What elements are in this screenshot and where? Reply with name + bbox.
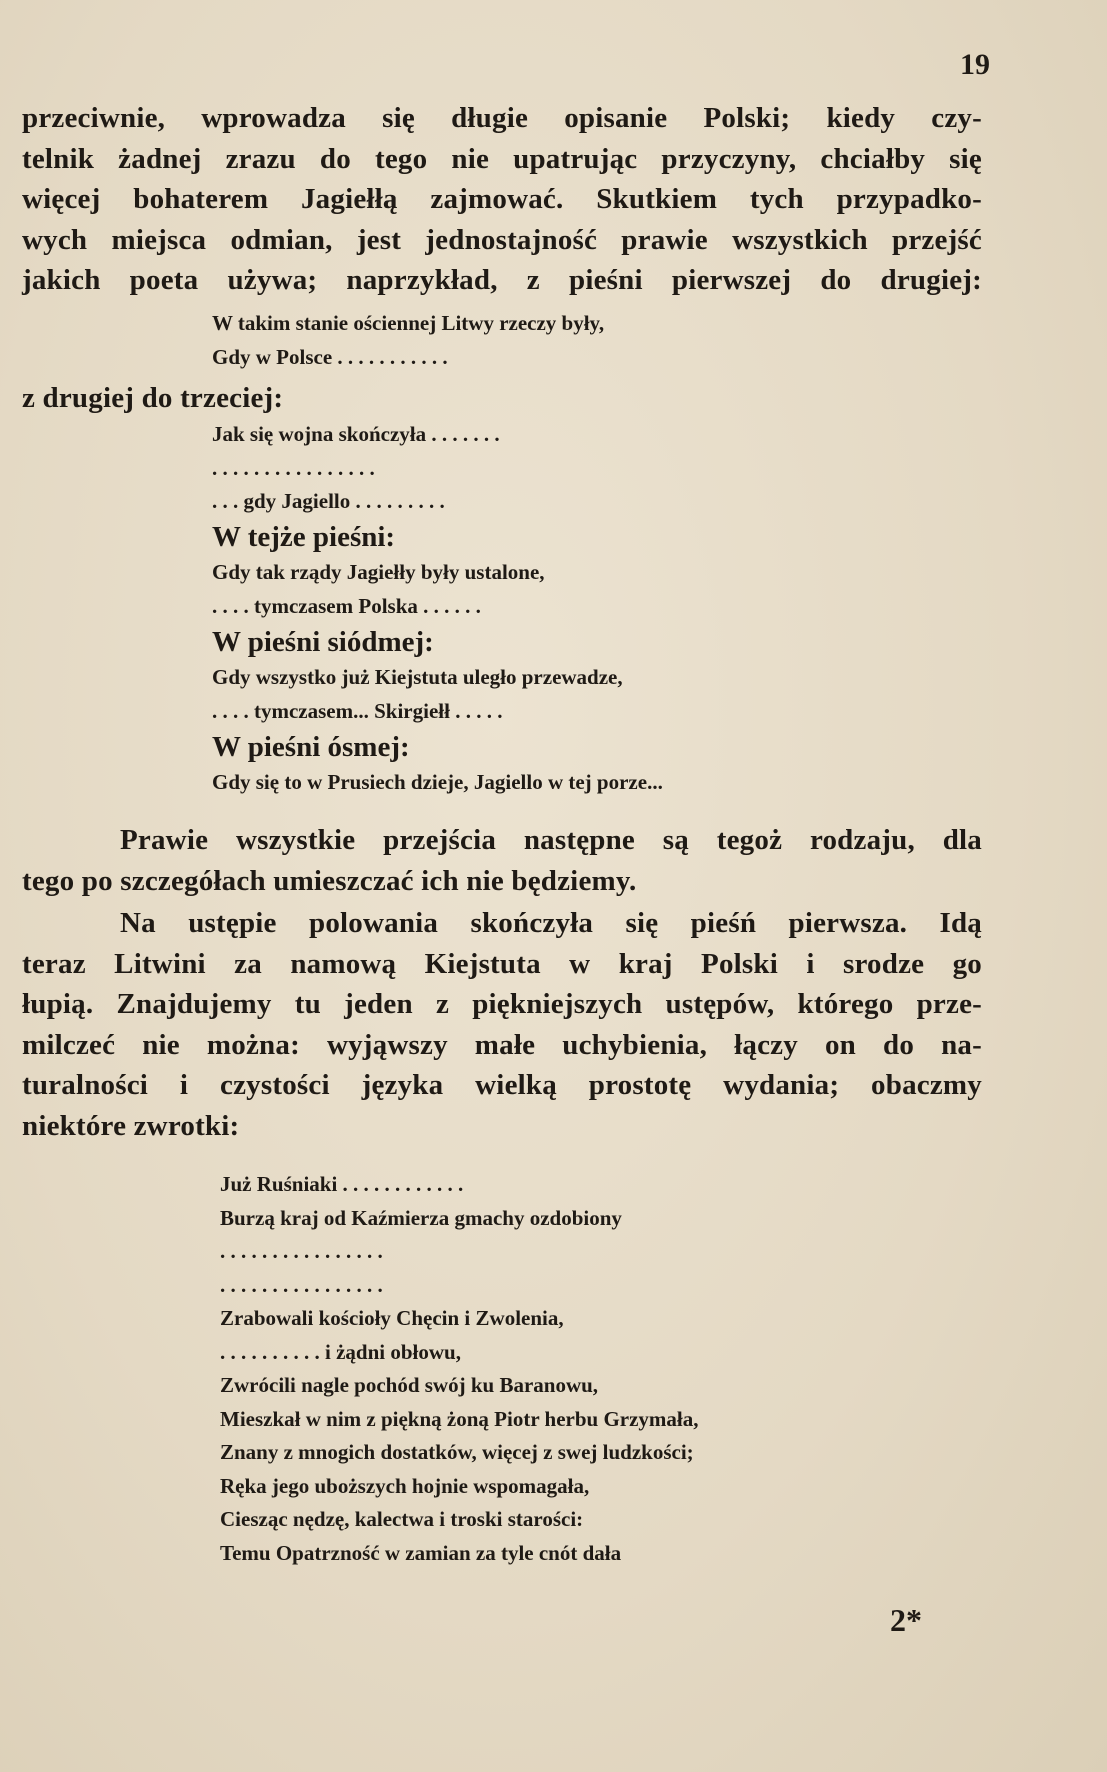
text-line: łupią. Znajdujemy tu jeden z piękniejszych ustępów, którego prze- <box>22 988 982 1020</box>
verse-line: Znany z mnogich dostatków, więcej z swej ludzkości; <box>220 1440 694 1464</box>
quote-block-3 <box>212 518 663 800</box>
verse-line: Zwrócili nagle pochód swój ku Baranowu, <box>220 1373 599 1397</box>
signature-mark: 2* <box>890 1602 922 1638</box>
text-line: telnik żadnej zrazu do tego nie upatrując przyczyny, chciałby się <box>22 142 982 175</box>
verse-line: Gdy się to w Prusiech dzieje, Jagiello w tej porze... <box>212 770 663 794</box>
paragraph-3 <box>22 903 982 1146</box>
text-line: więcej bohaterem Jagiełłą zajmować. Skutkiem tych przypadko- <box>22 183 982 215</box>
transition-label <box>22 378 982 419</box>
verse-line: . . . . tymczasem Polska . . . . . . <box>212 593 481 618</box>
verse-line: . . . gdy Jagiello . . . . . . . . . <box>212 489 445 513</box>
verse-line: . . . . tymczasem... Skirgiełł . . . . . <box>212 698 503 723</box>
verse-line: Burzą kraj od Kaźmierza gmachy ozdobiony <box>220 1205 622 1230</box>
quote-block-1 <box>212 307 604 374</box>
verse-line: Zrabowali kościoły Chęcin i Zwolenia, <box>220 1306 564 1330</box>
quote-block-2 <box>212 418 500 519</box>
text-line: milczeć nie można: wyjąwszy małe uchybienia, łączy on do na- <box>22 1028 982 1061</box>
text-line: jakich poeta używa; naprzykład, z pieśni pierwszej do drugiej: <box>22 264 982 296</box>
verse-line: Gdy wszystko już Kiejstuta uległo przewadze, <box>212 665 623 689</box>
verse-line: . . . . . . . . . . i żądni obłowu, <box>220 1339 461 1364</box>
verse-line: Mieszkał w nim z piękną żoną Piotr herbu Grzymała, <box>220 1406 699 1431</box>
text-line: niektóre zwrotki: <box>22 1109 240 1142</box>
verse-line: . . . . . . . . . . . . . . . . <box>220 1272 383 1297</box>
quote-block-4 <box>220 1168 699 1570</box>
verse-line: . . . . . . . . . . . . . . . . <box>212 455 375 480</box>
verse-line: Ciesząc nędzę, kalectwa i troski starości: <box>220 1507 584 1531</box>
section-heading: W tejże pieśni: <box>212 521 396 553</box>
paragraph-1 <box>22 98 982 301</box>
text-line: z drugiej do trzeciej: <box>22 382 284 414</box>
verse-line: Ręka jego uboższych hojnie wspomagała, <box>220 1473 590 1498</box>
text-line: teraz Litwini za namową Kiejstuta w kraj Polski i srodze go <box>22 947 982 980</box>
verse-line: Już Ruśniaki . . . . . . . . . . . . <box>220 1172 464 1196</box>
verse-line: W takim stanie ościennej Litwy rzeczy były, <box>212 311 605 335</box>
verse-line: Gdy tak rządy Jagiełły były ustalone, <box>212 560 545 584</box>
text-line: wych miejsca odmian, jest jednostajność prawie wszystkich przejść <box>22 223 982 256</box>
verse-line: Temu Opatrzność w zamian za tyle cnót dała <box>220 1540 622 1565</box>
page-number: 19 <box>960 48 990 81</box>
text-line: tego po szczegółach umieszczać ich nie będziemy. <box>22 864 637 897</box>
verse-line: Gdy w Polsce . . . . . . . . . . . <box>212 344 448 369</box>
text-line: przeciwnie, wprowadza się długie opisanie Polski; kiedy czy- <box>22 102 982 134</box>
text-line: Na ustępie polowania skończyła się pieśń pierwsza. Idą <box>120 907 982 939</box>
verse-line: Jak się wojna skończyła . . . . . . . <box>212 422 500 446</box>
section-heading: W pieśni siódmej: <box>212 626 434 658</box>
text-line: turalności i czystości języka wielką prostotę wydania; obaczmy <box>22 1069 982 1101</box>
text-line: Prawie wszystkie przejścia następne są tegoż rodzaju, dla <box>120 824 982 856</box>
paragraph-2 <box>22 820 982 901</box>
section-heading: W pieśni ósmej: <box>212 731 410 763</box>
verse-line: . . . . . . . . . . . . . . . . <box>220 1239 383 1263</box>
